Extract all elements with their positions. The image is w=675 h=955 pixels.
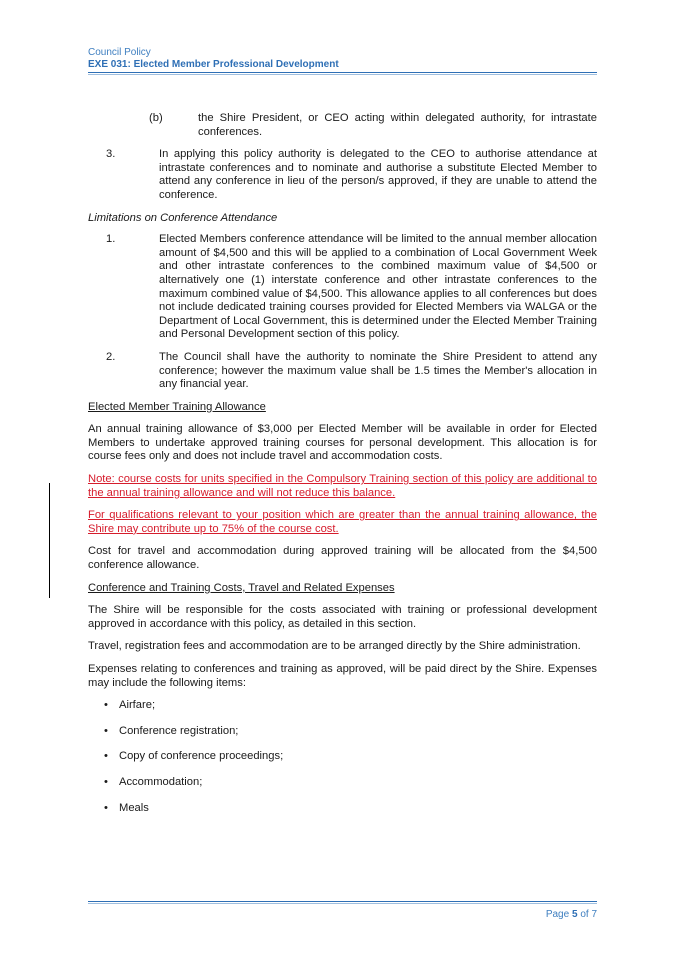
- list-item-sub-b: [88, 112, 597, 139]
- page-word: Page: [545, 909, 570, 920]
- list-number: (b): [149, 112, 163, 124]
- costs-paragraph-3: Expenses relating to conferences and training as approved, will be paid direct by the Shire. Expenses may include the following items:: [88, 663, 597, 689]
- bullet-icon: •: [104, 750, 108, 763]
- list-item: [88, 776, 597, 790]
- footer-rule: [88, 901, 597, 904]
- list-number: 3.: [106, 148, 116, 161]
- total-pages: 7: [591, 909, 597, 920]
- list-text: the Shire President, or CEO acting within delegated authority, for intrastate conferences.: [198, 112, 597, 138]
- list-item-limit-2: [88, 351, 597, 392]
- bullet-icon: •: [104, 801, 108, 814]
- costs-paragraph-1: The Shire will be responsible for the costs associated with training or professional development approved in accordance with this policy, as detailed in this section.: [88, 604, 597, 630]
- costs-paragraph-2: Travel, registration fees and accommodation are to be arranged directly by the Shire administration.: [88, 640, 581, 653]
- expense-list: [88, 699, 597, 815]
- page-number: [546, 909, 597, 920]
- list-item: [88, 750, 597, 764]
- header-rule: [88, 72, 597, 75]
- list-text: Elected Members conference attendance will be limited to the annual member allocation amount of $4,500 and this will be applied to a combination of Local Government Week and other intrastate conferences to the combined maximum value of $4,500 or alternatively one (1) interstate conference and other intrastate conferences to the maximum combined value of $4,500. This allowance applies to all conferences but does not include dedicated training courses provided for Elected Members via WALGA or the Department of Local Government, this is determined under the Elected Member Training and Personal Development section of this policy.: [159, 233, 597, 341]
- header-policy-title: EXE 031: Elected Member Professional Development: [88, 59, 339, 70]
- list-item: [88, 802, 597, 816]
- list-item-limit-1: [88, 233, 597, 342]
- list-text: Meals: [119, 801, 149, 814]
- list-item: [88, 725, 597, 739]
- bullet-icon: •: [104, 724, 108, 737]
- header-category: Council Policy: [88, 47, 151, 58]
- training-note: Note: course costs for units specified in the Compulsory Training section of this policy are additional to the annual training allowance and will not reduce this balance.: [88, 473, 597, 499]
- revision-bar: [49, 483, 50, 598]
- document-body: [88, 112, 597, 827]
- limitations-heading: Limitations on Conference Attendance: [88, 211, 278, 224]
- list-text: Accommodation;: [119, 775, 203, 788]
- list-number: 1.: [106, 233, 116, 246]
- list-text: Conference registration;: [119, 724, 239, 737]
- list-item: [88, 699, 597, 713]
- bullet-icon: •: [104, 775, 108, 788]
- qualifications-note: For qualifications relevant to your position which are greater than the annual training allowance, the Shire may contribute up to 75% of the course cost.: [88, 509, 597, 535]
- list-text: In applying this policy authority is delegated to the CEO to authorise attendance at intrastate conferences and to nominate and authorise a substitute Elected Member to attend any conference in lieu of the person/s approved, if they are unable to attend the conference.: [159, 148, 597, 201]
- training-paragraph: An annual training allowance of $3,000 per Elected Member will be available in order for Elected Members to undertake approved training courses for personal development. This allocation is for course fees only and does not include travel and accommodation costs.: [88, 423, 597, 463]
- costs-heading: Conference and Training Costs, Travel and Related Expenses: [88, 581, 395, 594]
- travel-cost-paragraph: Cost for travel and accommodation during approved training will be allocated from the $4,500 conference allowance.: [88, 545, 597, 572]
- page-header: [88, 47, 598, 71]
- current-page: 5: [571, 909, 578, 920]
- bullet-icon: •: [104, 699, 108, 712]
- list-number: 2.: [106, 350, 116, 363]
- list-text: Airfare;: [119, 699, 156, 712]
- of-word: of: [580, 909, 589, 920]
- list-text: Copy of conference proceedings;: [119, 750, 284, 763]
- training-heading: Elected Member Training Allowance: [88, 400, 266, 413]
- list-text: The Council shall have the authority to nominate the Shire President to attend any conference; however the maximum value shall be 1.5 times the Member's allocation in any financial year.: [159, 350, 597, 391]
- list-item-3: [88, 148, 597, 202]
